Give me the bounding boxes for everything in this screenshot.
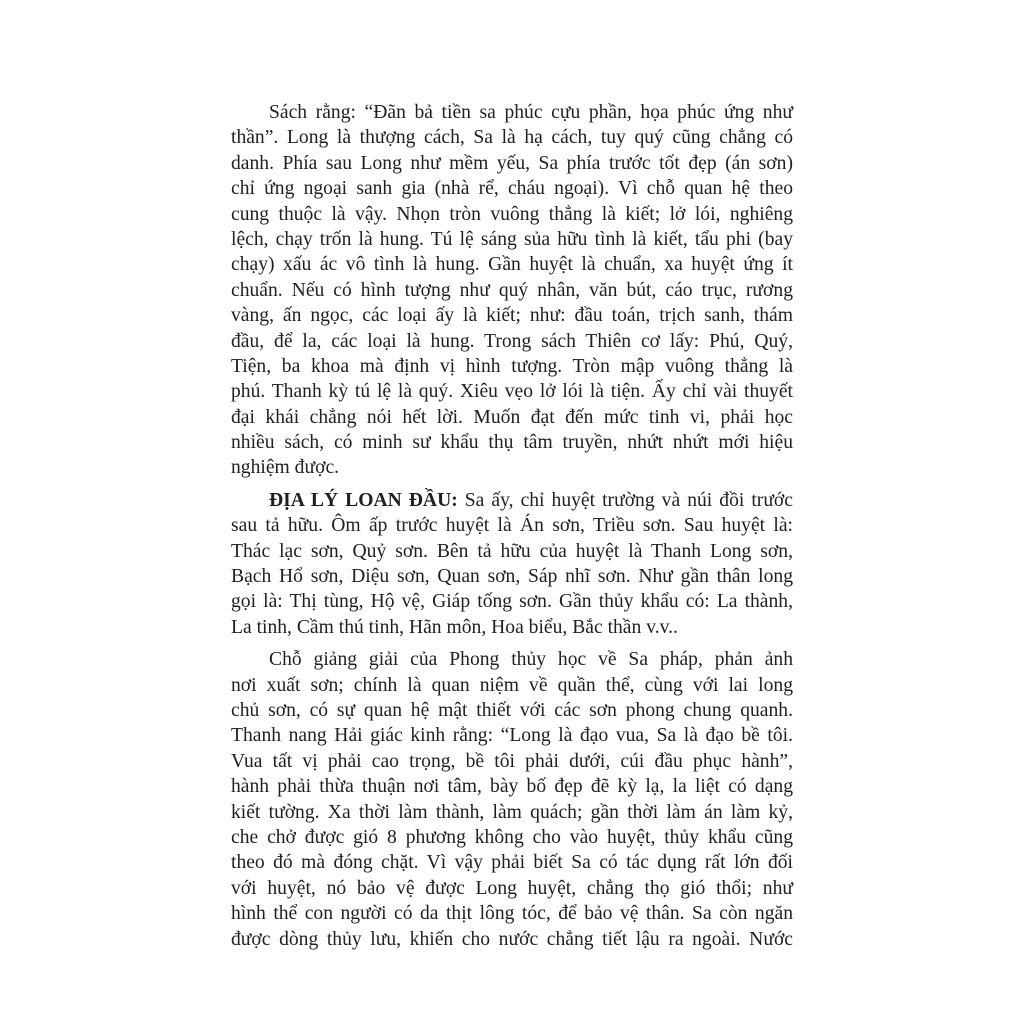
text-line: Sách rằng: “Đãn bả tiền sa phúc cựu phần, họa phúc ứng như [269, 102, 793, 123]
paragraph-gap [231, 640, 793, 647]
text-line: gọi là: Thị tùng, Hộ vệ, Giáp tống sơn. Gần thủy khẩu có: La thành, [231, 591, 793, 613]
text-line: Bạch Hổ sơn, Diệu sơn, Quan sơn, Sáp nhĩ sơn. Như gần thân long [231, 566, 793, 588]
text-line: danh. Phía sau Long như mềm yếu, Sa phía trước tốt đẹp (án sơn) [231, 152, 793, 174]
text-line: đầu, để la, các loại là hung. Trong sách Thiên cơ lấy: Phú, Quý, [231, 330, 793, 352]
text-line: được dòng thủy lưu, khiến cho nước chẳng tiết lậu ra ngoài. Nước [231, 928, 793, 950]
text-line: nghiệm được. [231, 457, 340, 479]
paragraph-3 [231, 647, 793, 952]
text-line: Vua tất vị phải cao trọng, bề tôi phải dưới, cúi đầu phục hành”, [231, 750, 793, 772]
text-line: lệch, chạy trốn là hung. Tú lệ sáng sủa hữu tình là kiết, tẩu phi (bay [231, 228, 793, 250]
text-line: La tinh, Cầm thú tinh, Hãn môn, Hoa biểu, Bắc thần v.v.. [231, 616, 678, 638]
text-line: chủ sơn, có sự quan hệ mật thiết với các sơn phong chung quanh. [231, 699, 793, 721]
text-line: chuẩn. Nếu có hình tượng như quý nhân, văn bút, cáo trục, rương [231, 279, 793, 301]
text-line [231, 488, 793, 513]
paragraph-1 [231, 100, 793, 481]
text-line: nơi xuất sơn; chính là quan niệm về quần thể, cùng với lai long [231, 674, 793, 696]
heading-line-text: Sa ấy, chỉ huyệt trường và núi đồi trước [457, 489, 793, 511]
text-line: chạy) xấu ác vô tình là hung. Gần huyệt là chuẩn, xa huyệt ứng ít [231, 254, 793, 276]
text-line: hành phải thừa thuận nơi tâm, bày bố đẹp đẽ kỳ lạ, la liệt có dạng [231, 776, 793, 798]
text-line: vàng, ấn ngọc, các loại ấy là kiết; như: đầu toán, trịch sanh, thám [231, 305, 793, 327]
text-line: thần”. Long là thượng cách, Sa là hạ cách, tuy quý cũng chẳng có [231, 127, 793, 149]
text-line: theo đó mà đóng chặt. Vì vậy phải biết Sa có tác dụng rất lớn đối [231, 852, 793, 874]
text-line: Tiện, ba khoa mà định vị hình tượng. Tròn mập vuông thẳng là [231, 355, 793, 377]
paragraph-2 [231, 488, 793, 640]
text-line: kiết tường. Xa thời làm thành, làm quách; gần thời làm án làm kỷ, [231, 801, 793, 823]
text-line: Thanh nang Hải giác kinh rằng: “Long là đạo vua, Sa là đạo bề tôi. [231, 725, 793, 747]
text-line: với huyệt, nó bảo vệ được Long huyệt, chẳng thọ gió thổi; như [231, 877, 793, 899]
text-line: đại khái chẳng nói hết lời. Muốn đạt đến mức tinh vi, phải học [231, 406, 793, 428]
text-line: Thác lạc sơn, Quỷ sơn. Bên tả hữu của huyệt là Thanh Long sơn, [231, 540, 793, 562]
page-body-text [231, 100, 793, 952]
text-line: Chỗ giảng giải của Phong thủy học về Sa pháp, phản ảnh [269, 649, 793, 671]
text-line: nhiều sách, có minh sư khẩu thụ tâm truyền, nhứt nhứt mới hiệu [231, 432, 793, 454]
text-line: cung thuộc là vậy. Nhọn tròn vuông thẳng là kiết; lở lói, nghiêng [231, 203, 793, 225]
text-line: hình thể con người có da thịt lông tóc, để bảo vệ thân. Sa còn ngăn [231, 903, 793, 925]
text-line: phú. Thanh kỳ tú lệ là quý. Xiêu vẹo lở lói là tiện. Ấy chỉ vài thuyết [231, 381, 793, 403]
text-line: chỉ ứng ngoại sanh gia (nhà rể, cháu ngoại). Vì chỗ quan hệ theo [231, 178, 793, 200]
paragraph-gap [231, 481, 793, 488]
text-line: che chở được gió 8 phương không cho vào huyệt, thủy khẩu cũng [231, 826, 793, 848]
text-line: sau tả hữu. Ôm ấp trước huyệt là Án sơn, Triều sơn. Sau huyệt là: [231, 515, 793, 537]
section-heading: ĐỊA LÝ LOAN ĐẦU: [269, 489, 458, 511]
